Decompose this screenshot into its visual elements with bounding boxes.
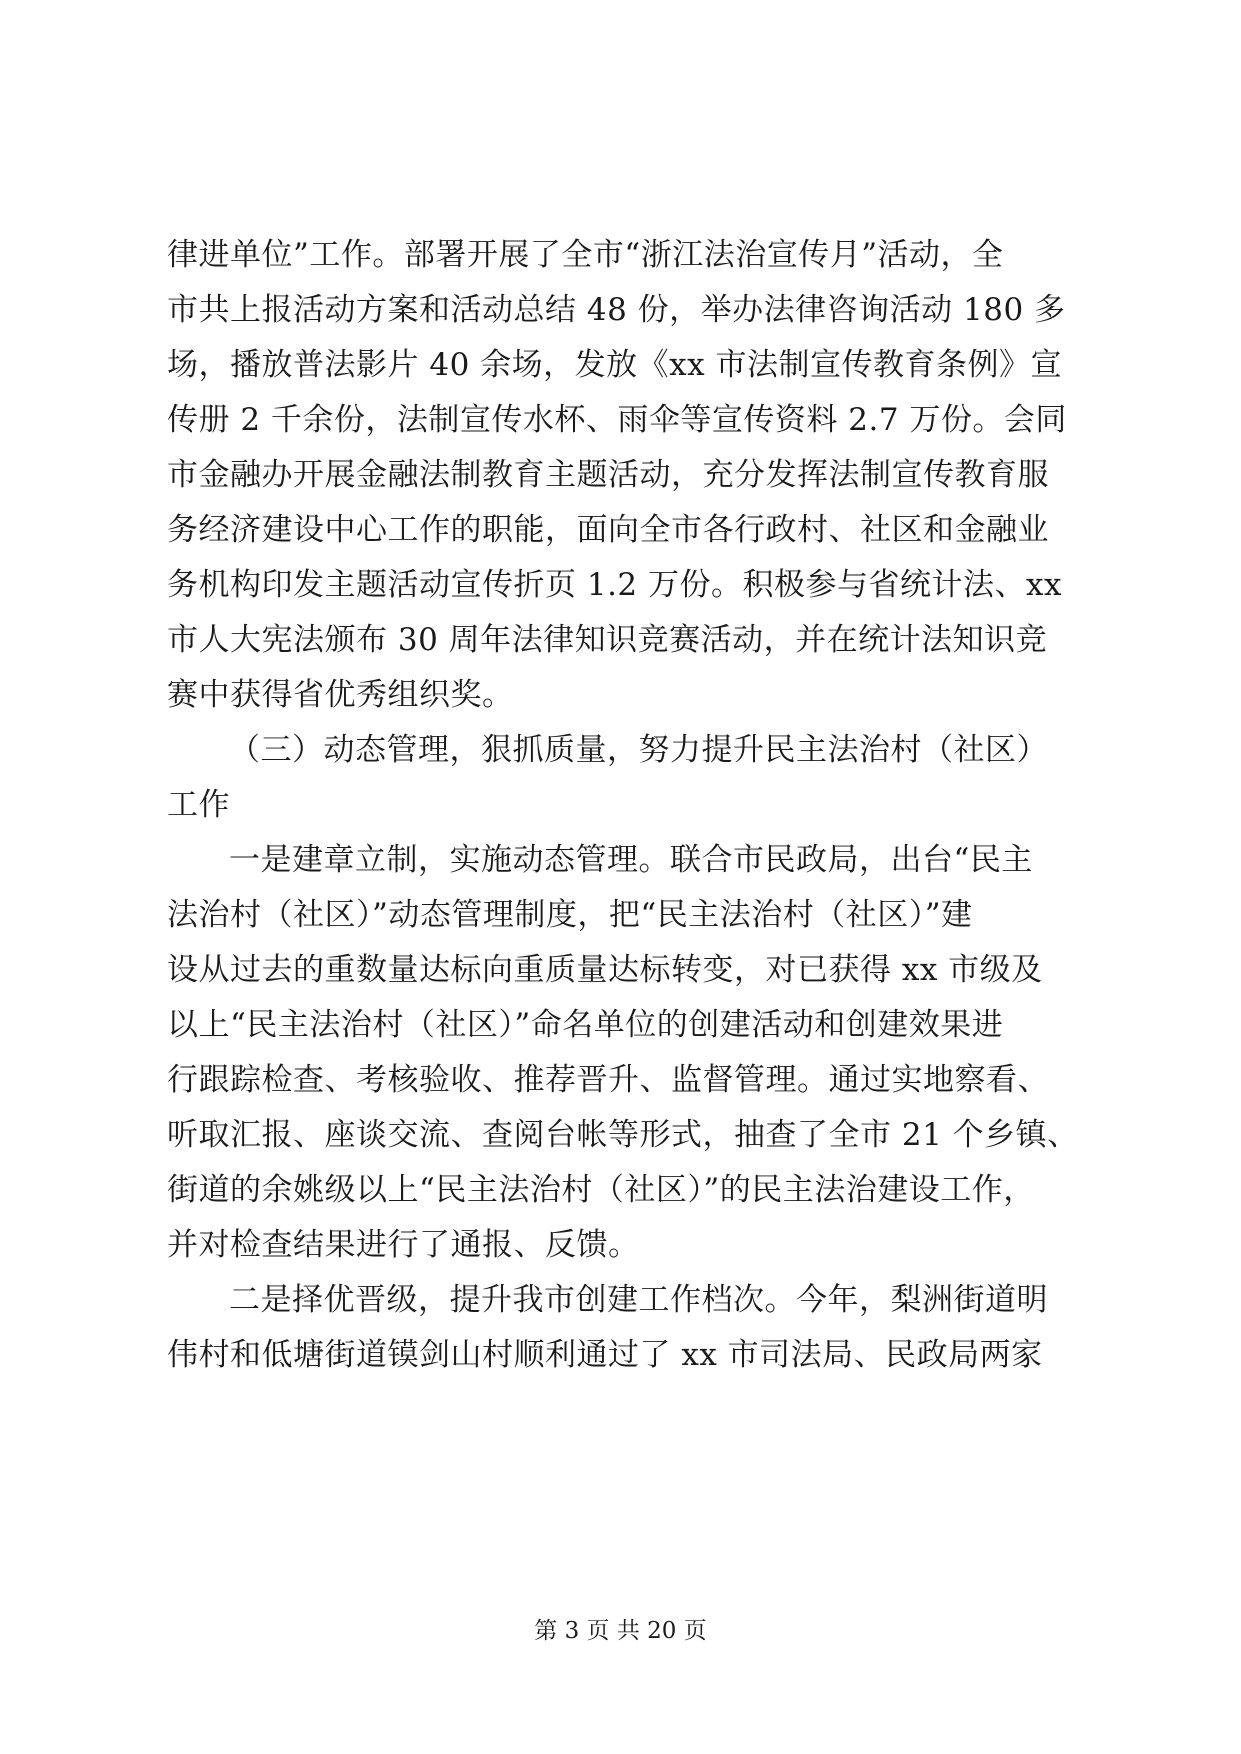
page-number-footer: 第 3 页 共 20 页 [534, 1618, 707, 1644]
body-line-17: 听取汇报、座谈交流、查阅台帐等形式，抽查了全市 21 个乡镇、 [167, 1117, 1079, 1153]
document-body [167, 228, 1079, 1383]
body-line-14: 设从过去的重数量达标向重质量达标转变，对已获得 xx 市级及 [167, 952, 1043, 988]
body-line-9: 赛中获得省优秀组织奖。 [167, 677, 514, 713]
body-line-2: 市共上报活动方案和活动总结 48 份，举办法律咨询活动 180 多 [167, 292, 1066, 328]
body-line-12: 一是建章立制，实施动态管理。联合市民政局，出台“民主 [229, 842, 1033, 878]
body-line-8: 市人大宪法颁布 30 周年法律知识竞赛活动，并在统计法知识竞 [167, 622, 1048, 658]
body-line-18: 街道的余姚级以上“民主法治村（社区）”的民主法治建设工作， [167, 1172, 1035, 1208]
body-line-5: 市金融办开展金融法制教育主题活动，充分发挥法制宣传教育服 [167, 457, 1049, 493]
section-heading-line-1: （三）动态管理，狠抓质量，努力提升民主法治村（社区） [229, 732, 1048, 768]
body-line-20: 二是择优晋级，提升我市创建工作档次。今年，梨洲街道明 [229, 1282, 1048, 1318]
section-heading-line-2: 工作 [167, 787, 230, 823]
body-line-6: 务经济建设中心工作的职能，面向全市各行政村、社区和金融业 [167, 512, 1049, 548]
body-line-4: 传册 2 千余份，法制宣传水杯、雨伞等宣传资料 2.7 万份。会同 [167, 402, 1067, 438]
body-line-21: 伟村和低塘街道镆剑山村顺利通过了 xx 市司法局、民政局两家 [167, 1337, 1043, 1373]
body-line-1: 律进单位”工作。部署开展了全市“浙江法治宣传月”活动，全 [167, 237, 1004, 273]
body-line-3: 场，播放普法影片 40 余场，发放《xx 市法制宣传教育条例》宣 [167, 347, 1062, 383]
body-line-13: 法治村（社区）”动态管理制度，把“民主法治村（社区）”建 [167, 897, 973, 933]
body-line-7: 务机构印发主题活动宣传折页 1.2 万份。积极参与省统计法、xx [167, 567, 1062, 603]
body-line-19: 并对检查结果进行了通报、反馈。 [167, 1227, 640, 1263]
body-line-16: 行跟踪检查、考核验收、推荐晋升、监督管理。通过实地察看、 [167, 1062, 1049, 1098]
body-line-15: 以上“民主法治村（社区）”命名单位的创建活动和创建效果进 [167, 1007, 1004, 1043]
